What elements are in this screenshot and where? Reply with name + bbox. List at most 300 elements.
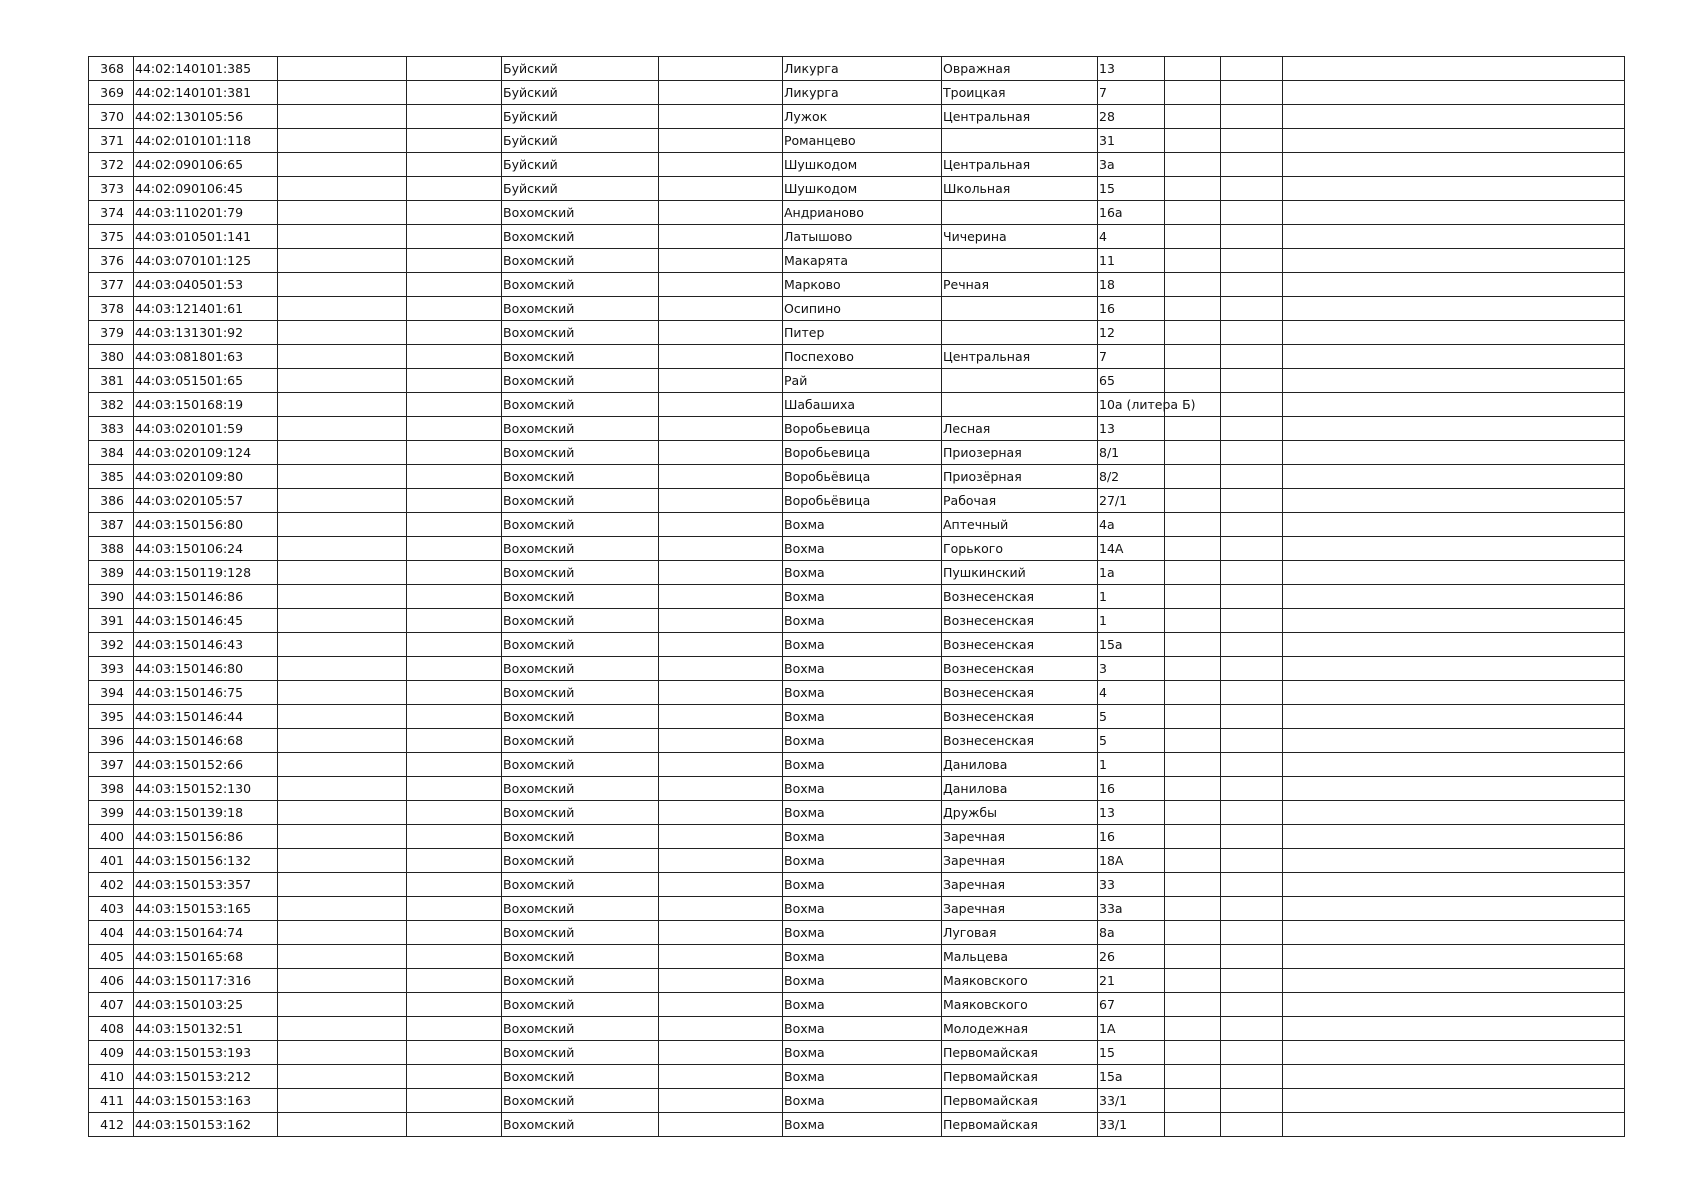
street-cell: Чичерина <box>942 225 1098 249</box>
row-number-cell: 392 <box>89 633 134 657</box>
empty-cell <box>278 825 407 849</box>
cadastral-number-cell: 44:03:150146:80 <box>134 657 278 681</box>
locality-cell: Вохма <box>783 1017 942 1041</box>
street-cell: Маяковского <box>942 969 1098 993</box>
empty-cell <box>1283 897 1625 921</box>
locality-cell: Лужок <box>783 105 942 129</box>
empty-cell <box>659 81 783 105</box>
street-cell: Центральная <box>942 105 1098 129</box>
street-cell: Овражная <box>942 57 1098 81</box>
locality-cell: Вохма <box>783 513 942 537</box>
house-number-cell: 21 <box>1098 969 1165 993</box>
district-cell: Вохомский <box>502 609 659 633</box>
table-row <box>89 249 1625 273</box>
row-number-cell: 409 <box>89 1041 134 1065</box>
table-row <box>89 1089 1625 1113</box>
street-cell: Первомайская <box>942 1065 1098 1089</box>
row-number-cell: 376 <box>89 249 134 273</box>
empty-cell <box>1283 993 1625 1017</box>
district-cell: Буйский <box>502 129 659 153</box>
locality-cell: Вохма <box>783 897 942 921</box>
row-number-cell: 402 <box>89 873 134 897</box>
locality-cell: Вохма <box>783 1113 942 1137</box>
house-number-cell: 1 <box>1098 585 1165 609</box>
district-cell: Вохомский <box>502 513 659 537</box>
locality-cell: Вохма <box>783 1065 942 1089</box>
empty-cell <box>1283 417 1625 441</box>
cadastral-number-cell: 44:03:020105:57 <box>134 489 278 513</box>
table-row <box>89 345 1625 369</box>
house-number-cell: 15 <box>1098 177 1165 201</box>
empty-cell <box>1165 129 1221 153</box>
empty-cell <box>659 489 783 513</box>
empty-cell <box>407 1113 502 1137</box>
locality-cell: Вохма <box>783 537 942 561</box>
cadastral-number-cell: 44:03:150153:163 <box>134 1089 278 1113</box>
empty-cell <box>659 537 783 561</box>
row-number-cell: 396 <box>89 729 134 753</box>
street-cell: Вознесенская <box>942 729 1098 753</box>
empty-cell <box>278 609 407 633</box>
empty-cell <box>407 225 502 249</box>
empty-cell <box>278 729 407 753</box>
empty-cell <box>1283 345 1625 369</box>
table-row <box>89 153 1625 177</box>
empty-cell <box>1283 849 1625 873</box>
cadastral-number-cell: 44:03:150168:19 <box>134 393 278 417</box>
empty-cell <box>1283 969 1625 993</box>
empty-cell <box>1221 657 1283 681</box>
district-cell: Вохомский <box>502 873 659 897</box>
table-row <box>89 609 1625 633</box>
street-cell: Центральная <box>942 345 1098 369</box>
empty-cell <box>278 1089 407 1113</box>
empty-cell <box>407 897 502 921</box>
district-cell: Вохомский <box>502 249 659 273</box>
table-row <box>89 849 1625 873</box>
empty-cell <box>1221 585 1283 609</box>
empty-cell <box>1221 369 1283 393</box>
empty-cell <box>1221 945 1283 969</box>
street-cell <box>942 393 1098 417</box>
empty-cell <box>1283 153 1625 177</box>
empty-cell <box>1283 105 1625 129</box>
empty-cell <box>659 825 783 849</box>
empty-cell <box>1165 273 1221 297</box>
street-cell: Первомайская <box>942 1089 1098 1113</box>
cadastral-number-cell: 44:03:150132:51 <box>134 1017 278 1041</box>
empty-cell <box>659 321 783 345</box>
street-cell: Центральная <box>942 153 1098 177</box>
empty-cell <box>278 849 407 873</box>
table-row <box>89 993 1625 1017</box>
house-number-cell: 1 <box>1098 609 1165 633</box>
empty-cell <box>407 153 502 177</box>
locality-cell: Вохма <box>783 585 942 609</box>
empty-cell <box>278 153 407 177</box>
empty-cell <box>1221 1041 1283 1065</box>
district-cell: Вохомский <box>502 297 659 321</box>
district-cell: Буйский <box>502 57 659 81</box>
empty-cell <box>1165 81 1221 105</box>
locality-cell: Марково <box>783 273 942 297</box>
empty-cell <box>1283 561 1625 585</box>
row-number-cell: 405 <box>89 945 134 969</box>
district-cell: Вохомский <box>502 777 659 801</box>
cadastral-number-cell: 44:02:140101:385 <box>134 57 278 81</box>
district-cell: Вохомский <box>502 897 659 921</box>
locality-cell: Рай <box>783 369 942 393</box>
table-row <box>89 57 1625 81</box>
district-cell: Вохомский <box>502 1113 659 1137</box>
empty-cell <box>1221 105 1283 129</box>
empty-cell <box>407 441 502 465</box>
empty-cell <box>407 1089 502 1113</box>
empty-cell <box>659 849 783 873</box>
empty-cell <box>1221 681 1283 705</box>
cadastral-number-cell: 44:03:121401:61 <box>134 297 278 321</box>
district-cell: Вохомский <box>502 657 659 681</box>
street-cell: Приозёрная <box>942 465 1098 489</box>
empty-cell <box>1221 177 1283 201</box>
district-cell: Вохомский <box>502 993 659 1017</box>
house-number-cell: 8/1 <box>1098 441 1165 465</box>
empty-cell <box>1221 561 1283 585</box>
empty-cell <box>1165 153 1221 177</box>
district-cell: Вохомский <box>502 801 659 825</box>
row-number-cell: 400 <box>89 825 134 849</box>
cadastral-number-cell: 44:03:150119:128 <box>134 561 278 585</box>
table-row <box>89 129 1625 153</box>
district-cell: Вохомский <box>502 393 659 417</box>
empty-cell <box>407 81 502 105</box>
street-cell: Данилова <box>942 753 1098 777</box>
empty-cell <box>659 1017 783 1041</box>
house-number-cell: 16а <box>1098 201 1165 225</box>
cadastral-number-cell: 44:03:150146:45 <box>134 609 278 633</box>
street-cell <box>942 321 1098 345</box>
empty-cell <box>1165 873 1221 897</box>
empty-cell <box>1221 849 1283 873</box>
district-cell: Вохомский <box>502 465 659 489</box>
row-number-cell: 389 <box>89 561 134 585</box>
empty-cell <box>659 945 783 969</box>
cadastral-number-cell: 44:03:150153:357 <box>134 873 278 897</box>
district-cell: Вохомский <box>502 921 659 945</box>
empty-cell <box>407 537 502 561</box>
empty-cell <box>1283 441 1625 465</box>
row-number-cell: 390 <box>89 585 134 609</box>
empty-cell <box>1221 1089 1283 1113</box>
cadastral-number-cell: 44:03:150146:75 <box>134 681 278 705</box>
district-cell: Вохомский <box>502 225 659 249</box>
locality-cell: Вохма <box>783 753 942 777</box>
empty-cell <box>1283 609 1625 633</box>
row-number-cell: 398 <box>89 777 134 801</box>
empty-cell <box>407 921 502 945</box>
empty-cell <box>1165 849 1221 873</box>
district-cell: Вохомский <box>502 1089 659 1113</box>
empty-cell <box>278 873 407 897</box>
empty-cell <box>278 681 407 705</box>
locality-cell: Шушкодом <box>783 177 942 201</box>
district-cell: Вохомский <box>502 969 659 993</box>
cadastral-number-cell: 44:03:051501:65 <box>134 369 278 393</box>
empty-cell <box>1221 537 1283 561</box>
table-row <box>89 1113 1625 1137</box>
empty-cell <box>278 465 407 489</box>
empty-cell <box>407 633 502 657</box>
empty-cell <box>278 921 407 945</box>
table-row <box>89 465 1625 489</box>
empty-cell <box>1221 345 1283 369</box>
table-row <box>89 321 1625 345</box>
empty-cell <box>407 249 502 273</box>
locality-cell: Вохма <box>783 921 942 945</box>
empty-cell <box>1283 201 1625 225</box>
empty-cell <box>1221 873 1283 897</box>
row-number-cell: 372 <box>89 153 134 177</box>
cadastral-number-cell: 44:03:150152:130 <box>134 777 278 801</box>
cadastral-number-cell: 44:02:140101:381 <box>134 81 278 105</box>
district-cell: Вохомский <box>502 321 659 345</box>
empty-cell <box>659 177 783 201</box>
empty-cell <box>1283 537 1625 561</box>
empty-cell <box>1221 1113 1283 1137</box>
street-cell: Вознесенская <box>942 657 1098 681</box>
district-cell: Вохомский <box>502 825 659 849</box>
street-cell: Речная <box>942 273 1098 297</box>
empty-cell <box>1165 729 1221 753</box>
district-cell: Вохомский <box>502 417 659 441</box>
row-number-cell: 403 <box>89 897 134 921</box>
street-cell: Вознесенская <box>942 681 1098 705</box>
locality-cell: Вохма <box>783 873 942 897</box>
district-cell: Вохомский <box>502 633 659 657</box>
empty-cell <box>659 1065 783 1089</box>
empty-cell <box>1283 1017 1625 1041</box>
locality-cell: Вохма <box>783 849 942 873</box>
cadastral-number-cell: 44:03:040501:53 <box>134 273 278 297</box>
table-row <box>89 969 1625 993</box>
empty-cell <box>407 465 502 489</box>
cadastral-number-cell: 44:03:020109:124 <box>134 441 278 465</box>
table-row <box>89 681 1625 705</box>
empty-cell <box>659 801 783 825</box>
empty-cell <box>659 729 783 753</box>
empty-cell <box>407 993 502 1017</box>
empty-cell <box>659 369 783 393</box>
street-cell: Молодежная <box>942 1017 1098 1041</box>
empty-cell <box>1283 777 1625 801</box>
empty-cell <box>1283 369 1625 393</box>
locality-cell: Ликурга <box>783 57 942 81</box>
locality-cell: Воробьевица <box>783 441 942 465</box>
empty-cell <box>278 249 407 273</box>
row-number-cell: 411 <box>89 1089 134 1113</box>
empty-cell <box>1221 1017 1283 1041</box>
house-number-cell: 13 <box>1098 57 1165 81</box>
empty-cell <box>278 993 407 1017</box>
district-cell: Вохомский <box>502 201 659 225</box>
table-row <box>89 201 1625 225</box>
table-row <box>89 729 1625 753</box>
table-row <box>89 513 1625 537</box>
empty-cell <box>659 609 783 633</box>
empty-cell <box>1165 249 1221 273</box>
registry-sheet <box>88 56 1624 1137</box>
cadastral-number-cell: 44:02:090106:65 <box>134 153 278 177</box>
house-number-cell: 1А <box>1098 1017 1165 1041</box>
empty-cell <box>1221 609 1283 633</box>
street-cell: Маяковского <box>942 993 1098 1017</box>
empty-cell <box>1221 705 1283 729</box>
locality-cell: Воробьёвица <box>783 489 942 513</box>
district-cell: Вохомский <box>502 537 659 561</box>
table-row <box>89 825 1625 849</box>
row-number-cell: 407 <box>89 993 134 1017</box>
empty-cell <box>278 969 407 993</box>
cadastral-number-cell: 44:03:110201:79 <box>134 201 278 225</box>
table-row <box>89 105 1625 129</box>
empty-cell <box>1283 81 1625 105</box>
cadastral-number-cell: 44:02:090106:45 <box>134 177 278 201</box>
empty-cell <box>407 513 502 537</box>
empty-cell <box>407 393 502 417</box>
house-number-cell: 15а <box>1098 633 1165 657</box>
house-number-cell: 33а <box>1098 897 1165 921</box>
empty-cell <box>407 129 502 153</box>
house-number-cell: 65 <box>1098 369 1165 393</box>
row-number-cell: 412 <box>89 1113 134 1137</box>
empty-cell <box>407 585 502 609</box>
empty-cell <box>278 945 407 969</box>
empty-cell <box>278 777 407 801</box>
table-row <box>89 897 1625 921</box>
empty-cell <box>659 225 783 249</box>
empty-cell <box>278 801 407 825</box>
empty-cell <box>407 777 502 801</box>
empty-cell <box>278 273 407 297</box>
empty-cell <box>1283 633 1625 657</box>
house-number-cell: 14А <box>1098 537 1165 561</box>
empty-cell <box>1165 633 1221 657</box>
empty-cell <box>278 57 407 81</box>
house-number-cell: 4а <box>1098 513 1165 537</box>
empty-cell <box>659 1113 783 1137</box>
cadastral-number-cell: 44:03:150153:162 <box>134 1113 278 1137</box>
locality-cell: Вохма <box>783 801 942 825</box>
empty-cell <box>1221 753 1283 777</box>
table-row <box>89 537 1625 561</box>
empty-cell <box>1221 201 1283 225</box>
empty-cell <box>1283 465 1625 489</box>
empty-cell <box>1221 921 1283 945</box>
empty-cell <box>278 585 407 609</box>
empty-cell <box>407 1041 502 1065</box>
empty-cell <box>278 705 407 729</box>
street-cell: Приозерная <box>942 441 1098 465</box>
empty-cell <box>1283 825 1625 849</box>
empty-cell <box>659 129 783 153</box>
row-number-cell: 375 <box>89 225 134 249</box>
empty-cell <box>407 1065 502 1089</box>
row-number-cell: 373 <box>89 177 134 201</box>
empty-cell <box>278 897 407 921</box>
cadastral-number-cell: 44:03:150117:316 <box>134 969 278 993</box>
district-cell: Вохомский <box>502 273 659 297</box>
empty-cell <box>407 345 502 369</box>
street-cell: Данилова <box>942 777 1098 801</box>
empty-cell <box>1283 801 1625 825</box>
row-number-cell: 370 <box>89 105 134 129</box>
empty-cell <box>1283 177 1625 201</box>
empty-cell <box>1165 57 1221 81</box>
empty-cell <box>1221 825 1283 849</box>
empty-cell <box>1165 489 1221 513</box>
empty-cell <box>1165 777 1221 801</box>
empty-cell <box>407 681 502 705</box>
empty-cell <box>1283 321 1625 345</box>
house-number-cell: 5 <box>1098 705 1165 729</box>
empty-cell <box>1165 993 1221 1017</box>
locality-cell: Вохма <box>783 729 942 753</box>
address-registry-table <box>88 56 1625 1137</box>
table-row <box>89 1017 1625 1041</box>
locality-cell: Вохма <box>783 777 942 801</box>
empty-cell <box>1165 345 1221 369</box>
row-number-cell: 397 <box>89 753 134 777</box>
table-row <box>89 561 1625 585</box>
district-cell: Вохомский <box>502 489 659 513</box>
empty-cell <box>659 105 783 129</box>
street-cell: Вознесенская <box>942 585 1098 609</box>
empty-cell <box>1283 297 1625 321</box>
empty-cell <box>1221 777 1283 801</box>
street-cell: Мальцева <box>942 945 1098 969</box>
table-row <box>89 81 1625 105</box>
empty-cell <box>659 465 783 489</box>
empty-cell <box>659 657 783 681</box>
district-cell: Вохомский <box>502 585 659 609</box>
empty-cell <box>1165 969 1221 993</box>
table-row <box>89 921 1625 945</box>
empty-cell <box>1165 1113 1221 1137</box>
row-number-cell: 387 <box>89 513 134 537</box>
empty-cell <box>659 201 783 225</box>
house-number-cell: 7 <box>1098 345 1165 369</box>
row-number-cell: 408 <box>89 1017 134 1041</box>
empty-cell <box>659 345 783 369</box>
empty-cell <box>659 561 783 585</box>
empty-cell <box>407 801 502 825</box>
empty-cell <box>1221 969 1283 993</box>
row-number-cell: 386 <box>89 489 134 513</box>
house-number-cell: 10а (литера Б) <box>1098 393 1165 417</box>
table-row <box>89 945 1625 969</box>
row-number-cell: 384 <box>89 441 134 465</box>
empty-cell <box>1221 417 1283 441</box>
empty-cell <box>278 345 407 369</box>
district-cell: Вохомский <box>502 345 659 369</box>
locality-cell: Шабашиха <box>783 393 942 417</box>
empty-cell <box>407 945 502 969</box>
empty-cell <box>659 153 783 177</box>
empty-cell <box>1221 321 1283 345</box>
empty-cell <box>278 441 407 465</box>
house-number-cell: 8а <box>1098 921 1165 945</box>
empty-cell <box>1221 1065 1283 1089</box>
